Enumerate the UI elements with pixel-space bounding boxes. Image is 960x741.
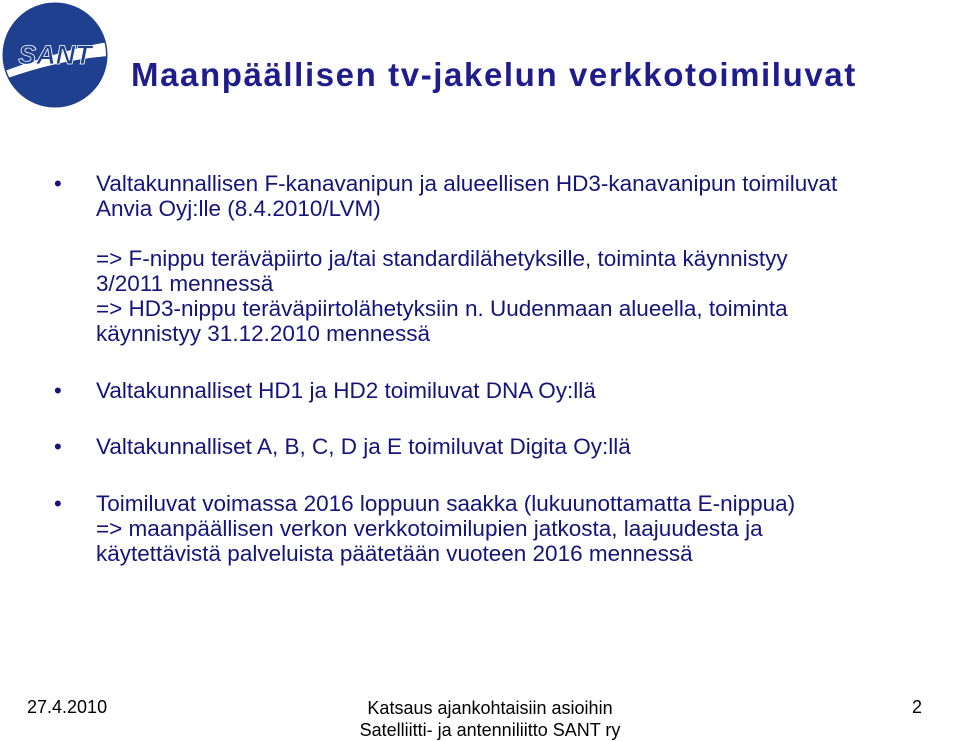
- list-item-text: Valtakunnallisen F-kanavanipun ja alueellisen HD3-kanavanipun toimiluvat: [96, 171, 838, 196]
- list-item-text: 3/2011 mennessä: [96, 271, 274, 296]
- list-item-text: käytettävistä palveluista päätetään vuoteen 2016 mennessä: [96, 541, 693, 566]
- list-item: [54, 491, 946, 566]
- footer-organization: Satelliitti- ja antenniliitto SANT ry: [359, 720, 621, 740]
- page-title: Maanpäällisen tv-jakelun verkkotoimiluvat: [131, 56, 857, 93]
- bullet-marker: •: [54, 434, 62, 459]
- sant-logo: [2, 2, 108, 108]
- list-item-text: Anvia Oyj:lle (8.4.2010/LVM): [96, 196, 381, 221]
- bullet-marker: •: [54, 378, 62, 403]
- page-number: 2: [912, 697, 923, 717]
- bullet-marker: •: [54, 491, 62, 516]
- logo-text: SANT: [18, 40, 92, 70]
- list-item: [54, 434, 946, 459]
- list-item-text: Toimiluvat voimassa 2016 loppuun saakka (lukuunottamatta E-nippua): [96, 491, 796, 516]
- footer-presentation-title: Katsaus ajankohtaisiin asioihin: [367, 698, 613, 718]
- list-item-continuation: [96, 246, 946, 346]
- sant-logo-graphic: [2, 2, 108, 108]
- list-item-text: Valtakunnalliset HD1 ja HD2 toimiluvat DNA Oy:llä: [96, 378, 596, 403]
- list-item: [54, 171, 946, 221]
- list-item-text: käynnistyy 31.12.2010 mennessä: [96, 321, 430, 346]
- list-item-text: Valtakunnalliset A, B, C, D ja E toimiluvat Digita Oy:llä: [96, 434, 631, 459]
- bullet-marker: •: [54, 171, 62, 196]
- list-item-text: => HD3-nippu teräväpiirtolähetyksiin n. Uudenmaan alueella, toiminta: [96, 296, 788, 321]
- list-item: [54, 378, 946, 403]
- footer-center: [300, 697, 680, 741]
- footer-date: 27.4.2010: [27, 697, 108, 717]
- list-item-text: => maanpäällisen verkon verkkotoimilupien jatkosta, laajuudesta ja: [96, 516, 763, 541]
- list-item-text: => F-nippu teräväpiirto ja/tai standardilähetyksille, toiminta käynnistyy: [96, 246, 788, 271]
